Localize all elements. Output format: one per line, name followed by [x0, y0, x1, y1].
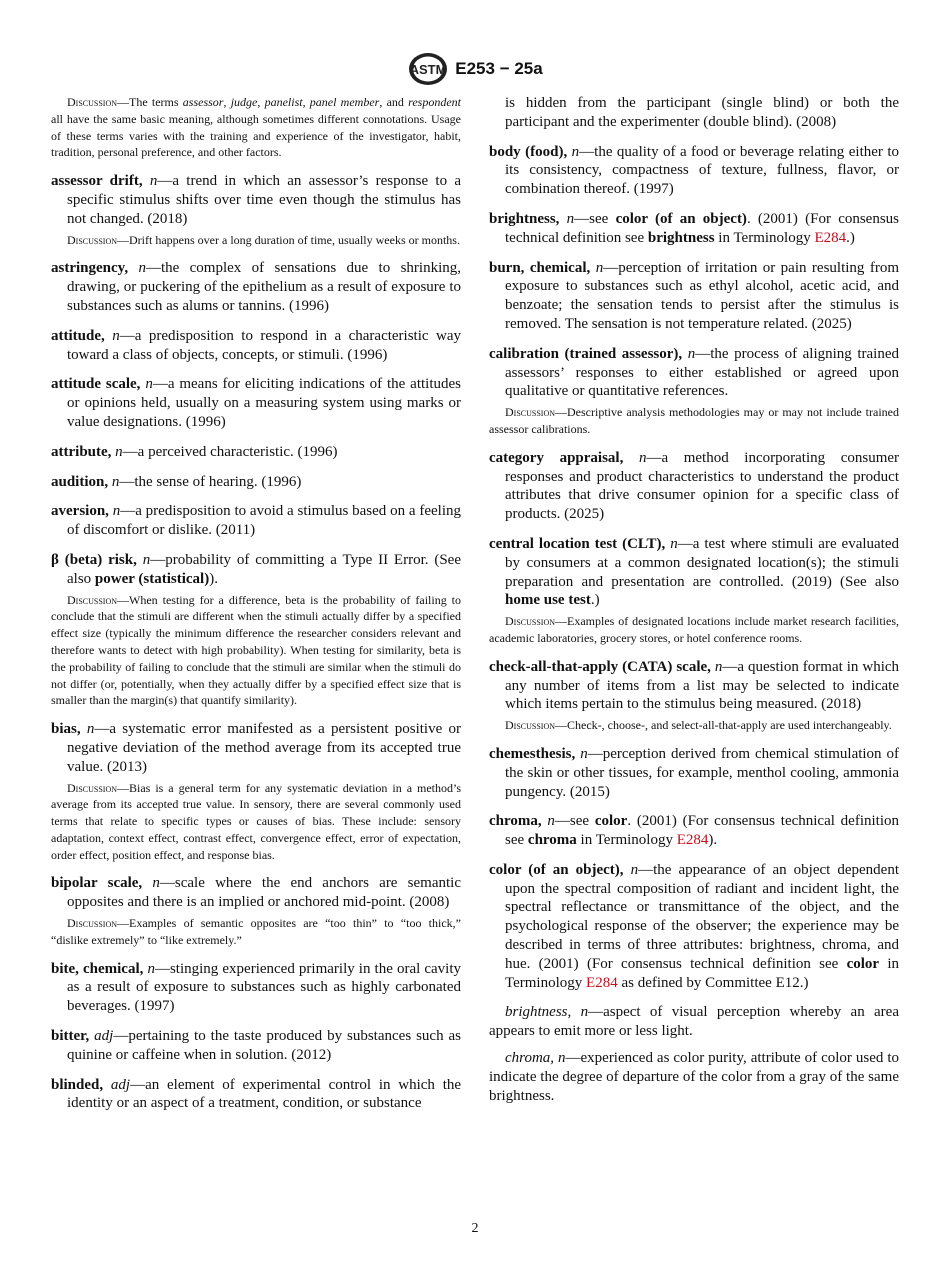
page-number: 2 [471, 1221, 479, 1236]
discussion-note: Discussion—When testing for a difference, beta is the probability of failing to conclude that the stimuli are different when the stimuli actually differ by a specified effect size (typically the minimum difference the researcher considers relevant and therefore wants to detect with high probability). When testing for similarity, beta is the probability of failing to conclude that the stimuli are similar when the stimuli do not differ (or, potentially, when they actually differ by a specified effect size that is smaller than the margin(s) that quantify similarity). [51, 592, 461, 708]
entry-blinded: blinded, adj—an element of experimental control in which the identity or an aspect of a treatment, condition, or substance [51, 1076, 462, 1112]
entry-astringency: astringency, n—the complex of sensations due to shrinking, drawing, or puckering of the epithelium as a result of exposure to substances such as alums or tannins. (1996) [51, 260, 461, 314]
entry-brightness: brightness, n—see color (of an object). (2001) (For consensus technical definition see brightness in Terminology E284.) [489, 210, 900, 246]
entry-category-appraisal: category appraisal, n—a method incorporating consumer responses and product characteristics to understand the product attributes that drive consumer opinion for a specific class of products. (2025) [489, 449, 900, 523]
discussion-note: Discussion—Bias is a general term for any systematic deviation in a method’s average from its accepted true value. In sensory, there are several commonly used terms that relate to specific types or causes of bias. These include: sensory adaptation, context effect, contrast effect, convergence effect, error of expectation, order effect, position effect, and response bias. [51, 780, 461, 862]
entry-bipolar-scale: bipolar scale, n—scale where the end anchors are semantic opposites and there is an implied or anchored mid-point. (2008) [51, 875, 461, 911]
discussion-note: Discussion—Drift happens over a long duration of time, usually weeks or months. [67, 232, 460, 247]
left-column [51, 94, 461, 1124]
entry-central-location-test: central location test (CLT), n—a test where stimuli are evaluated by consumers at a common designated location(s); the stimuli preparation and presentation are controlled. (2019) (See also home use test.) [489, 535, 900, 609]
reference-link[interactable]: E284 [586, 974, 618, 991]
entry-chemesthesis: chemesthesis, n—perception derived from chemical stimulation of the skin or other tissues, for example, menthol cooling, ammonia pungency. (2015) [489, 745, 899, 800]
page-header [0, 52, 950, 86]
subentry-brightness: brightness, n—aspect of visual perception whereby an area appears to emit more or less light. [489, 1004, 899, 1040]
entry-attitude: attitude, n—a predisposition to respond in a characteristic way toward a class of objects, concepts, or stimuli. (1996) [51, 327, 462, 363]
discussion-note: Discussion—The terms assessor, judge, panelist, panel member, and respondent all have the same basic meaning, although sometimes different connotations. Usage of these terms varies with the training and experience of the investigator, habit, tradition, personal preference, and other factors. [51, 95, 461, 160]
discussion-note: Discussion—Descriptive analysis methodologies may or may not include trained assessor calibrations. [489, 405, 899, 436]
entry-color-of-an-object: color (of an object), n—the appearance of an object dependent upon the spectral composition of radiant and incident light, the spectral reflectance or transmittance of the object, and the psychological response of the observer; the experience may be described in terms of three attributes: brightness, chroma, and hue. (2001) (For consensus technical definition see color in Terminology E284 as defined by Committee E12.) [489, 861, 900, 991]
astm-logo-icon [407, 52, 449, 86]
document-designation: E253 − 25a [455, 59, 543, 78]
entry-bitter: bitter, adj—pertaining to the taste produced by substances such as quinine or caffeine when in solution. (2012) [51, 1028, 462, 1063]
entry-chroma: chroma, n—see color. (2001) (For consensus technical definition see chroma in Terminology E284). [489, 813, 899, 849]
reference-link[interactable]: E284 [676, 832, 709, 849]
entry-attitude-scale: attitude scale, n—a means for eliciting indications of the attitudes or opinions held, usually on a measuring system using marks or value designations. (1996) [51, 376, 461, 430]
entry-bite-chemical: bite, chemical, n—stinging experienced primarily in the oral cavity as a result of exposure to substances such as highly carbonated beverages. (1997) [51, 960, 461, 1015]
reference-link[interactable]: E284 [814, 229, 847, 246]
entry-audition: audition, n—the sense of hearing. (1996) [51, 473, 302, 490]
entry-aversion: aversion, n—a predisposition to avoid a stimulus based on a feeling of discomfort or dislike. (2011) [51, 503, 461, 539]
entry-attribute: attribute, n—a perceived characteristic. (1996) [51, 443, 338, 460]
entry-blinded-continued: is hidden from the participant (single blind) or both the participant and the experimenter (double blind). (2008) [505, 95, 899, 130]
entry-calibration: calibration (trained assessor), n—the process of aligning trained assessors’ responses to either established or agreed upon qualitative or quantitative references. [489, 345, 899, 400]
entry-body-food: body (food), n—the quality of a food or beverage relating either to its consistency, compactness of texture, fullness, flavor, or combination thereof. (1997) [489, 143, 899, 198]
entry-burn-chemical: burn, chemical, n—perception of irritation or pain resulting from exposure to substances such as ethyl alcohol, acetic acid, and benzoate; the sensation tends to persist after the stimulus is removed. The sensation is not temperature related. (2025) [489, 259, 900, 332]
entry-beta-risk: β (beta) risk, n—probability of committing a Type II Error. (See also power (statistical)). [51, 551, 461, 587]
entry-assessor-drift: assessor drift, n—a trend in which an assessor’s response to a specific stimulus shifts over time even though the stimulus has not changed. (2018) [51, 173, 462, 227]
subentry-chroma: chroma, n—experienced as color purity, attribute of color used to indicate the degree of departure of the color from a gray of the same brightness. [489, 1050, 899, 1104]
discussion-note: Discussion—Examples of designated locations include market research facilities, academic laboratories, grocery stores, or hotel conference rooms. [489, 614, 899, 645]
svg-text:ASTM: ASTM [409, 62, 447, 77]
entry-bias: bias, n—a systematic error manifested as a persistent positive or negative deviation of the method average from its accepted true value. (2013) [51, 721, 462, 775]
entry-cata-scale: check-all-that-apply (CATA) scale, n—a question format in which any number of items from a list may be selected to indicate which items pertain to the stimulus being measured. (2018) [489, 658, 900, 713]
discussion-note: Discussion—Check-, choose-, and select-all-that-apply are used interchangeably. [505, 718, 892, 733]
right-column [489, 94, 899, 1113]
discussion-note: Discussion—Examples of semantic opposites are “too thin” to “too thick,” “dislike extremely” to “like extremely.” [51, 916, 461, 947]
